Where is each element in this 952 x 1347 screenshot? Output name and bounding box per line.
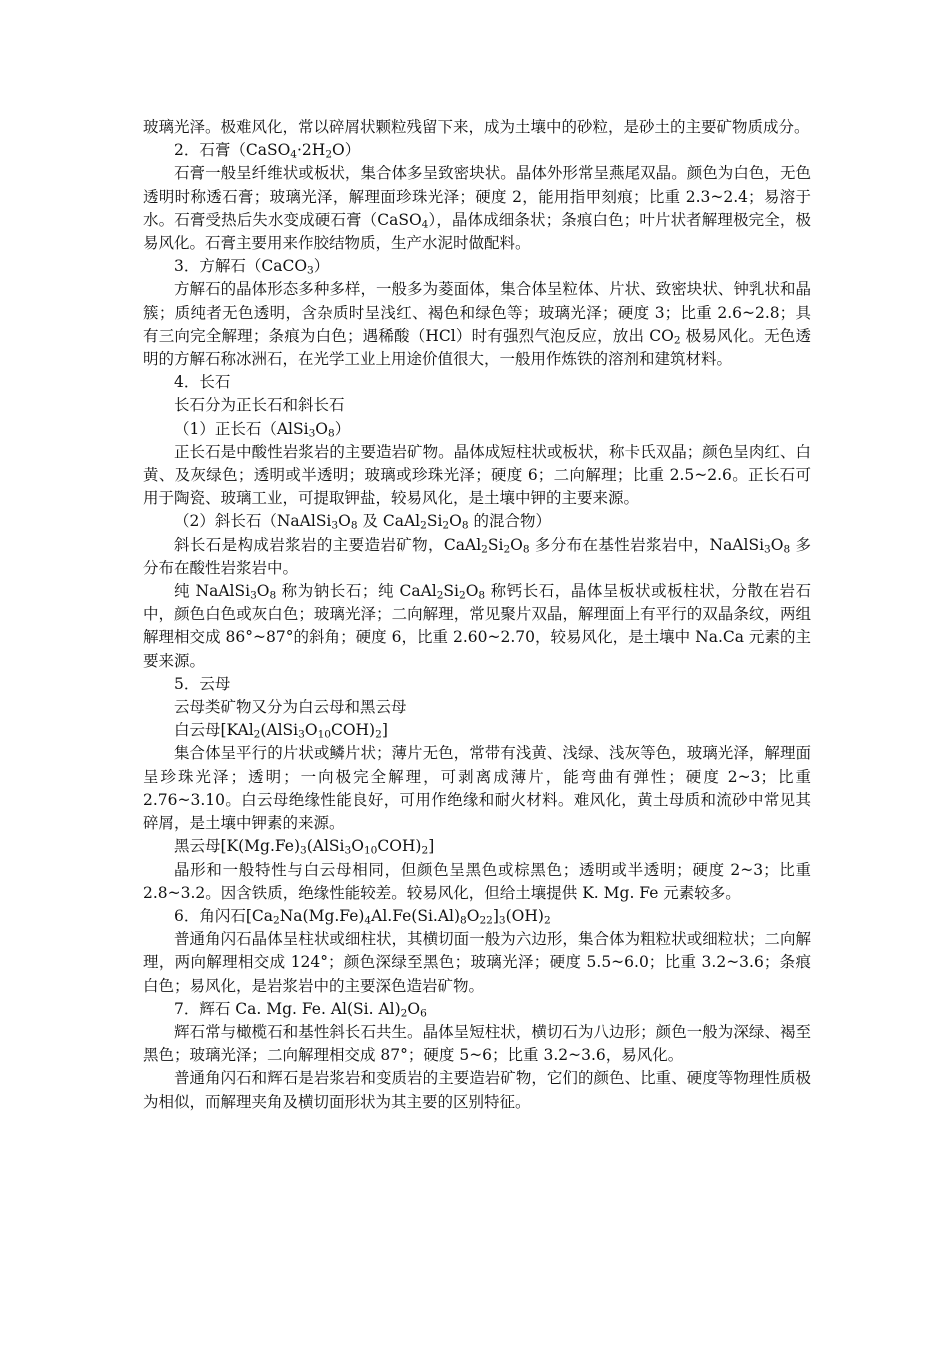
section-heading: 4．长石 [174, 373, 231, 392]
body-paragraph: 纯 $NaAlSi_3O_8$ 称为钠长石；纯 $CaAl_2Si_2O_8$ 称钙长石，晶体呈板状或板柱状，分散在岩石中，颜色白色或灰白色；玻璃光泽；二向解理，常见聚片双晶，解理面上有平行的双晶条纹，两组解理相交成 86°~87°的斜角；硬度 6，比重 2.60~2.70，较易风化，是土壤中 Na.Ca 元素的主要来源。 [143, 582, 811, 670]
body-paragraph: 石膏一般呈纤维状或板状，集合体多呈致密块状。晶体外形常呈燕尾双晶。颜色为白色，无色透明时称透石膏；玻璃光泽，解理面珍珠光泽；硬度 2，能用指甲刻痕；比重 2.3~2.4；易溶于水。石膏受热后失水变成硬石膏（CaSO$_4$），晶体成细条状；条痕白色；叶片状者解理极完全，极易风化。石膏主要用来作胶结物质，生产水泥时做配料。 [143, 164, 811, 253]
section-heading: 长石分为正长石和斜长石 [174, 396, 345, 415]
section-heading: 白云母$[KAl_2(AlSi_3O_{10}COH)_2]$ [174, 721, 388, 741]
body-paragraph: 正长石是中酸性岩浆岩的主要造岩矿物。晶体成短柱状或板状，称卡氏双晶；颜色呈肉红、白黄、及灰绿色；透明或半透明；玻璃或珍珠光泽；硬度 6；二向解理；比重 2.5~2.6。正长石可用于陶瓷、玻璃工业，可提取钾盐，较易风化，是土壤中钾的主要来源。 [143, 442, 811, 508]
section-heading: （1）正长石$(AlSi_3O_8)$ [174, 419, 351, 440]
body-paragraph: 晶形和一般特性与白云母相同，但颜色呈黑色或棕黑色；透明或半透明；硬度 2~3；比重 2.8~3.2。因含铁质，绝缘性能较差。较易风化，但给土壤提供 K. Mg. Fe 元素较多。 [143, 860, 811, 902]
body-paragraph: 普通角闪石晶体呈柱状或细柱状，其横切面一般为六边形，集合体为粗粒状或细粒状；二向解理，两向解理相交成 124°；颜色深绿至黑色；玻璃光泽；硬度 5.5~6.0；比重 3.2~3.6；条痕白色；易风化，是岩浆岩中的主要深色造岩矿物。 [143, 930, 811, 995]
page-body [143, 116, 811, 1114]
section-heading: 5．云母 [174, 674, 231, 693]
section-heading: 3．方解石（CaCO$_3$） [174, 257, 330, 277]
body-paragraph: 集合体呈平行的片状或鳞片状；薄片无色，常带有浅黄、浅绿、浅灰等色，玻璃光泽，解理面呈珍珠光泽；透明；一向极完全解理，可剥离成薄片，能弯曲有弹性；硬度 2~3；比重 2.76~3.10。白云母绝缘性能良好，可用作绝缘和耐火材料。难风化，黄土母质和流砂中常见其碎屑，是土壤中钾素的来源。 [143, 744, 811, 833]
section-heading: 2．石膏$(CaSO_4\cdot 2H_2O)$ [174, 141, 361, 161]
body-paragraph: 普通角闪石和辉石是岩浆岩和变质岩的主要造岩矿物，它们的颜色、比重、硬度等物理性质极为相似，而解理夹角及横切面形状为其主要的区别特征。 [143, 1069, 811, 1111]
body-paragraph: 方解石的晶体形态多种多样，一般多为菱面体，集合体呈粒体、片状、致密块状、钟乳状和晶簇；质纯者无色透明，含杂质时呈浅红、褐色和绿色等；玻璃光泽；硬度 3；比重 2.6~2.8；具有三向完全解理；条痕为白色；遇稀酸（HCl）时有强烈气泡反应，放出 $CO_2$ 极易风化。无色透明的方解石称冰洲石，在光学工业上用途价值很大，一般用作炼铁的溶剂和建筑材料。 [143, 280, 811, 369]
section-heading: 黑云母$[K(Mg.Fe)_3(AlSi_3O_{10}COH)_2]$ [174, 837, 435, 857]
body-paragraph: 斜长石是构成岩浆岩的主要造岩矿物，$CaAl_2Si_2O_8$ 多分布在基性岩浆岩中，$NaAlSi_3O_8$ 多分布在酸性岩浆岩中。 [143, 535, 811, 577]
body-paragraph: 辉石常与橄榄石和基性斜长石共生。晶体呈短柱状，横切石为八边形；颜色一般为深绿、褐至黑色；玻璃光泽；二向解理相交成 87°；硬度 5~6；比重 3.2~3.6，易风化。 [143, 1022, 811, 1065]
section-heading: 6．角闪石$[Ca_2Na(Mg.Fe)_4Al.Fe(Si.Al)_8O_{22}]_3(OH)_2$ [174, 906, 551, 927]
section-heading: 7．辉石 Ca. Mg. Fe. Al(Si. $Al)_2O_6$ [174, 999, 427, 1020]
body-paragraph: 玻璃光泽。极难风化，常以碎屑状颗粒残留下来，成为土壤中的砂粒，是砂土的主要矿物质成分。 [143, 118, 810, 136]
section-heading: （2）斜长石（$NaAlSi_3O_8$ 及 $CaAl_2Si_2O_8$ 的混合物） [174, 512, 551, 533]
section-heading: 云母类矿物又分为白云母和黑云母 [174, 698, 407, 717]
